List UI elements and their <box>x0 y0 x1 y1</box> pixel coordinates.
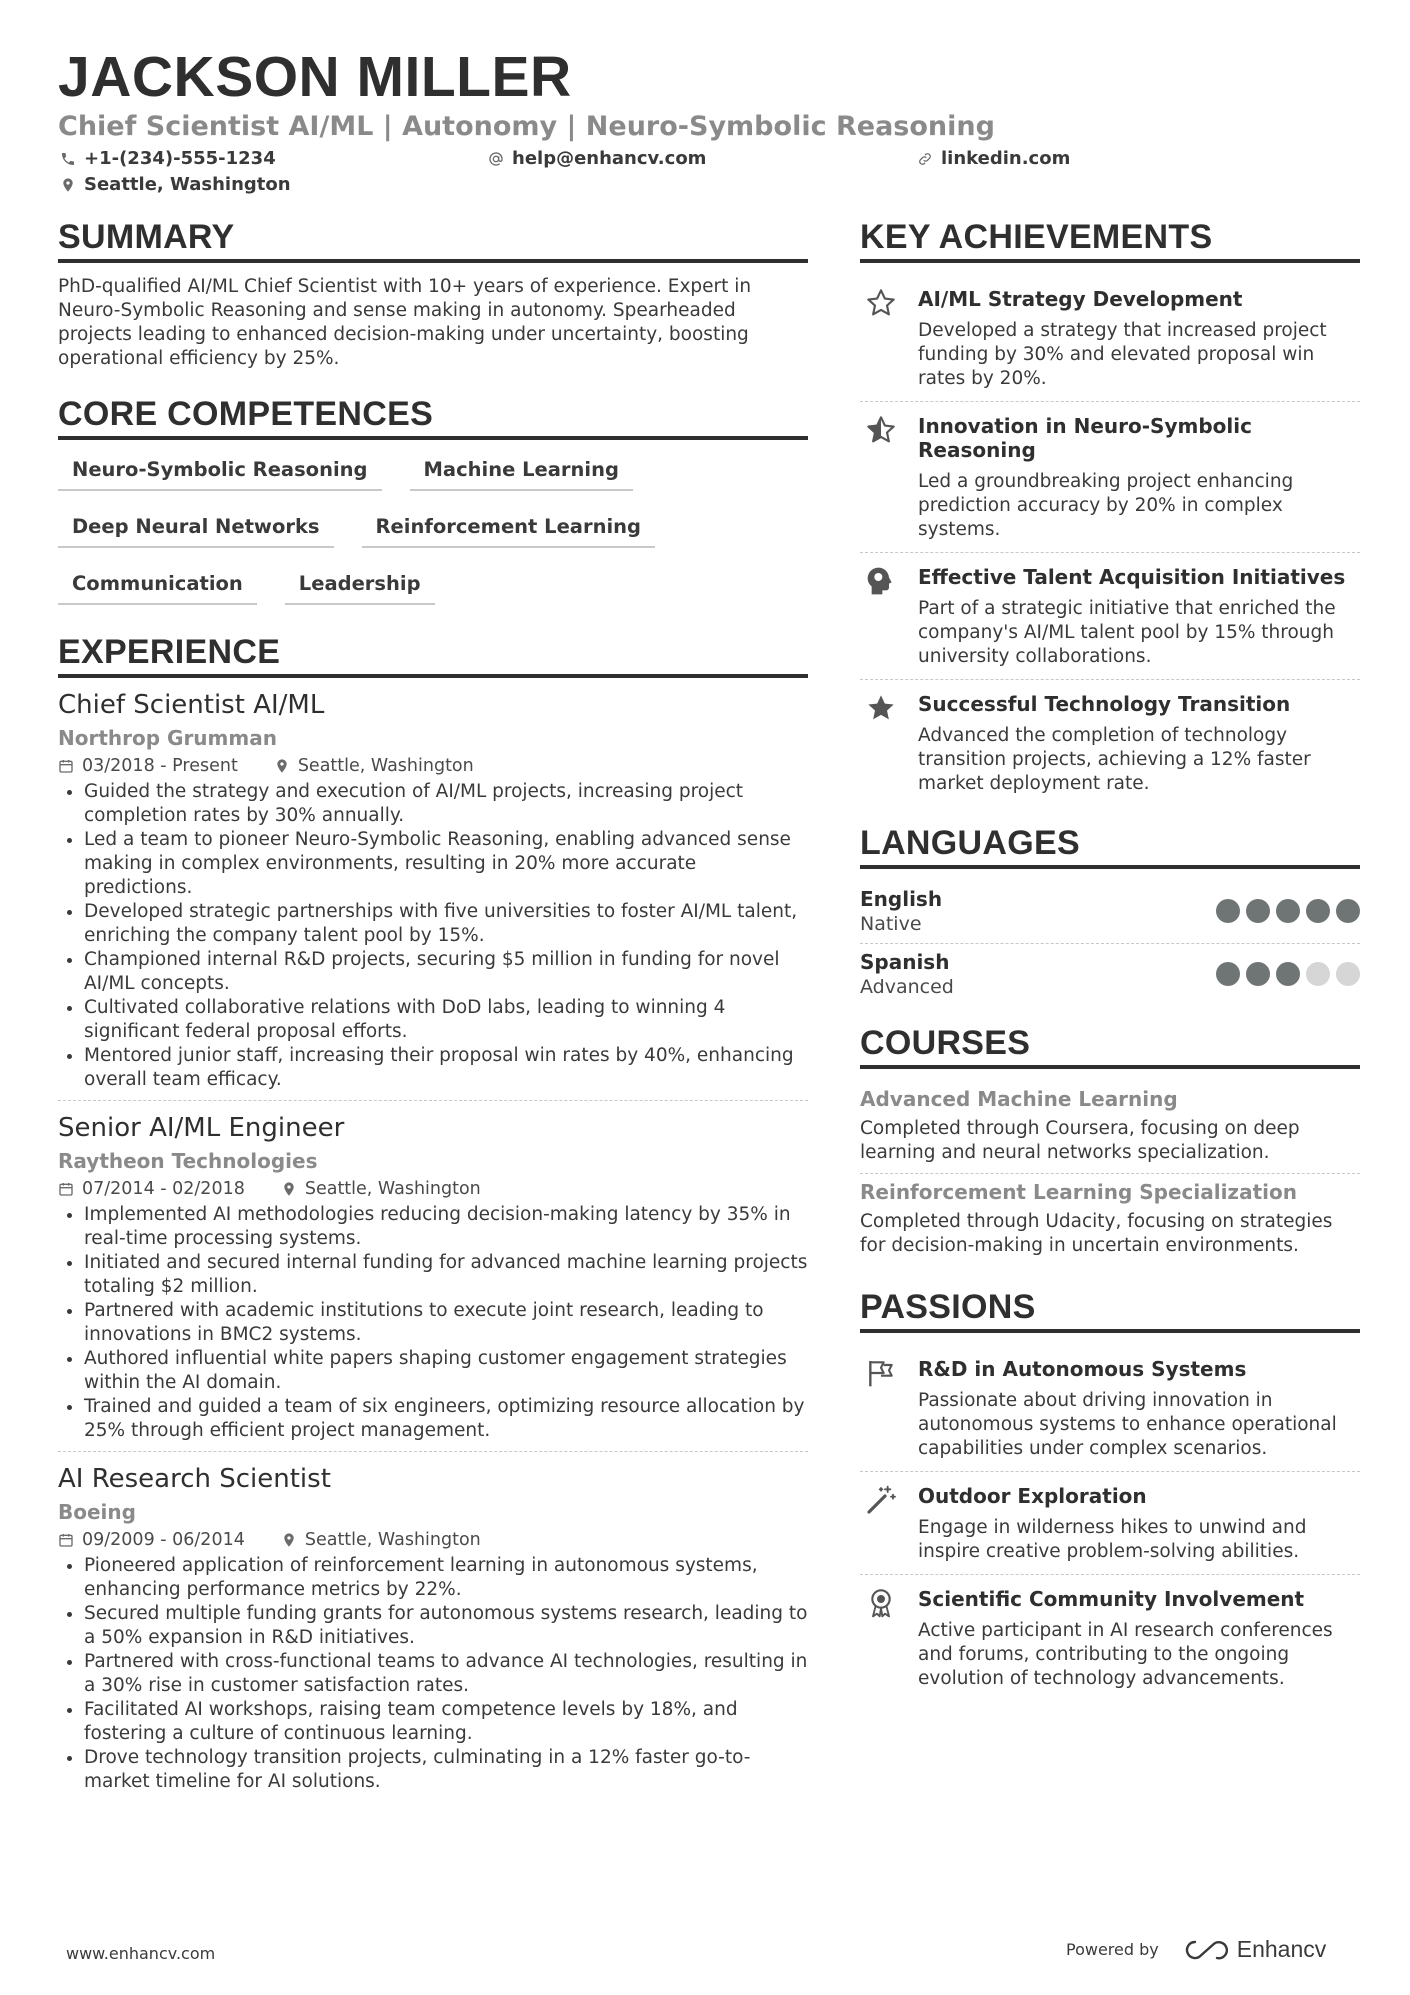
passion-desc: Engage in wilderness hikes to unwind and inspire creative problem-solving abilities. <box>918 1517 1307 1562</box>
job-bullet: • Facilitated AI workshops, raising team competence levels by 18%, and fostering a culture of continuous learning. <box>84 1698 808 1746</box>
star-outline-icon <box>865 287 897 319</box>
section-title-languages: LANGUAGES <box>860 824 1360 869</box>
achievement-title: Successful Technology Transition <box>918 692 1291 716</box>
section-title-competences: CORE COMPETENCES <box>58 395 808 440</box>
rating-dot-filled <box>1306 899 1330 923</box>
language-rating <box>1216 899 1360 923</box>
at-icon <box>488 151 504 167</box>
language-item <box>860 881 1360 944</box>
job-meta <box>58 756 808 776</box>
award-icon <box>865 1587 897 1619</box>
passion-item <box>860 1345 1360 1472</box>
flag-icon <box>865 1357 897 1389</box>
left-column <box>58 218 808 1802</box>
competence-chip: Deep Neural Networks <box>58 509 334 548</box>
job-bullet: • Implemented AI methodologies reducing decision-making latency by 35% in real-time processing systems. <box>84 1203 808 1251</box>
achievement-item <box>860 275 1360 402</box>
footer-branding <box>1066 1936 1326 1963</box>
head-brain-icon <box>865 565 897 597</box>
competence-chip: Communication <box>58 566 257 605</box>
contact-phone[interactable] <box>60 148 276 169</box>
brand-logo[interactable] <box>1183 1936 1327 1963</box>
star-filled-icon <box>865 692 897 724</box>
location-pin-icon <box>60 177 76 193</box>
job-bullet: • Initiated and secured internal funding for advanced machine learning projects totaling $2 million. <box>84 1251 808 1299</box>
achievement-item <box>860 402 1360 553</box>
course-title: Advanced Machine Learning <box>860 1087 1178 1111</box>
job-location: Seattle, Washington <box>304 1179 481 1199</box>
location-text: Seattle, Washington <box>84 174 291 195</box>
passion-item <box>860 1472 1360 1575</box>
enhancv-logo-icon <box>1183 1938 1229 1962</box>
languages-section <box>860 824 1360 1006</box>
job-title: AI Research Scientist <box>58 1464 331 1494</box>
candidate-tagline: Chief Scientist AI/ML | Autonomy | Neuro-Symbolic Reasoning <box>58 111 995 142</box>
right-column <box>860 218 1360 1701</box>
job-bullet: • Cultivated collaborative relations with DoD labs, leading to winning 4 significant federal proposal efforts. <box>84 996 808 1044</box>
section-title-achievements: KEY ACHIEVEMENTS <box>860 218 1360 263</box>
passion-desc: Passionate about driving innovation in autonomous systems to enhance operational capabilities under complex scenarios. <box>918 1390 1337 1459</box>
passion-title: Scientific Community Involvement <box>918 1587 1305 1611</box>
job-bullet: • Partnered with academic institutions to execute joint research, leading to innovations in BMC2 systems. <box>84 1299 808 1347</box>
rating-dot-filled <box>1246 899 1270 923</box>
job-bullet: • Mentored junior staff, increasing their proposal win rates by 40%, enhancing overall team efficacy. <box>84 1044 808 1092</box>
job-entry <box>58 690 808 1100</box>
course-title: Reinforcement Learning Specialization <box>860 1180 1297 1204</box>
contact-location <box>60 174 291 195</box>
job-bullet: • Championed internal R&D projects, securing $5 million in funding for novel AI/ML concepts. <box>84 948 808 996</box>
achievement-item <box>860 553 1360 680</box>
language-name: Spanish <box>860 950 950 974</box>
company-name: Northrop Grumman <box>58 726 277 750</box>
candidate-name: JACKSON MILLER <box>58 45 572 109</box>
language-rating <box>1216 962 1360 986</box>
achievement-desc: Led a groundbreaking project enhancing prediction accuracy by 20% in complex systems. <box>918 471 1294 540</box>
rating-dot-filled <box>1276 899 1300 923</box>
job-title: Chief Scientist AI/ML <box>58 690 325 720</box>
job-bullet: • Led a team to pioneer Neuro-Symbolic Reasoning, enabling advanced sense making in complex environments, resulting in 20% more accurate predictions. <box>84 828 808 900</box>
company-name: Boeing <box>58 1500 136 1524</box>
competence-list <box>58 452 808 605</box>
contact-email[interactable] <box>488 148 706 169</box>
course-item <box>860 1174 1360 1266</box>
competence-chip: Leadership <box>285 566 435 605</box>
job-meta <box>58 1530 808 1550</box>
passion-title: R&D in Autonomous Systems <box>918 1357 1247 1381</box>
competence-chip: Machine Learning <box>410 452 633 491</box>
rating-dot-empty <box>1306 962 1330 986</box>
rating-dot-filled <box>1216 962 1240 986</box>
linkedin-text: linkedin.com <box>941 148 1071 169</box>
achievements-section <box>860 218 1360 806</box>
rating-dot-empty <box>1336 962 1360 986</box>
achievement-title: AI/ML Strategy Development <box>918 287 1243 311</box>
rating-dot-filled <box>1216 899 1240 923</box>
calendar-icon <box>58 1181 74 1197</box>
job-entry <box>58 1100 808 1451</box>
calendar-icon <box>58 758 74 774</box>
achievement-title: Effective Talent Acquisition Initiatives <box>918 565 1346 589</box>
courses-section <box>860 1024 1360 1266</box>
section-title-summary: SUMMARY <box>58 218 808 263</box>
rating-dot-filled <box>1336 899 1360 923</box>
competence-chip: Reinforcement Learning <box>362 509 655 548</box>
job-title: Senior AI/ML Engineer <box>58 1113 345 1143</box>
passion-title: Outdoor Exploration <box>918 1484 1147 1508</box>
section-title-experience: EXPERIENCE <box>58 633 808 678</box>
job-bullet: • Guided the strategy and execution of AI/ML projects, increasing project completion rates by 30% annually. <box>84 780 808 828</box>
footer-website[interactable]: www.enhancv.com <box>66 1944 216 1963</box>
summary-text: PhD-qualified AI/ML Chief Scientist with 10+ years of experience. Expert in Neuro-Symbolic Reasoning and sense making in autonomy. Spearheaded projects leading to enhanced decision-making under uncertainty, boosting operational efficiency by 25%. <box>58 276 752 369</box>
job-bullet: • Trained and guided a team of six engineers, optimizing resource allocation by 25% through efficient project management. <box>84 1395 808 1443</box>
achievement-desc: Advanced the completion of technology transition projects, achieving a 12% faster market deployment rate. <box>918 725 1311 794</box>
job-bullets <box>58 780 808 1092</box>
location-pin-icon <box>274 758 290 774</box>
experience-section <box>58 633 808 1802</box>
job-bullet: • Partnered with cross-functional teams to advance AI technologies, resulting in a 30% rise in customer satisfaction rates. <box>84 1650 808 1698</box>
job-location: Seattle, Washington <box>304 1530 481 1550</box>
job-bullet: • Pioneered application of reinforcement learning in autonomous systems, enhancing performance metrics by 22%. <box>84 1554 808 1602</box>
job-bullet: • Drove technology transition projects, culminating in a 12% faster go-to-market timeline for AI solutions. <box>84 1746 808 1794</box>
brand-name: Enhancv <box>1236 1936 1327 1962</box>
job-dates: 09/2009 - 06/2014 <box>82 1530 245 1550</box>
language-name: English <box>860 887 943 911</box>
job-entry <box>58 1451 808 1802</box>
job-bullet: • Authored influential white papers shaping customer engagement strategies within the AI domain. <box>84 1347 808 1395</box>
language-level: Native <box>860 913 922 935</box>
competence-chip: Neuro-Symbolic Reasoning <box>58 452 382 491</box>
email-text: help@enhancv.com <box>512 148 707 169</box>
section-title-courses: COURSES <box>860 1024 1360 1069</box>
star-half-icon <box>865 414 897 446</box>
phone-icon <box>60 151 76 167</box>
magic-wand-icon <box>865 1484 897 1516</box>
calendar-icon <box>58 1532 74 1548</box>
job-location: Seattle, Washington <box>297 756 474 776</box>
job-dates: 07/2014 - 02/2018 <box>82 1179 245 1199</box>
job-bullet: • Secured multiple funding grants for autonomous systems research, leading to a 50% expansion in R&D initiatives. <box>84 1602 808 1650</box>
phone-text: +1-(234)-555-1234 <box>84 148 276 169</box>
rating-dot-filled <box>1276 962 1300 986</box>
job-bullet: • Developed strategic partnerships with five universities to foster AI/ML talent, enriching the company talent pool by 15%. <box>84 900 808 948</box>
achievement-desc: Developed a strategy that increased project funding by 30% and elevated proposal win rates by 20%. <box>918 320 1327 389</box>
powered-by-text: Powered by <box>1066 1940 1159 1959</box>
contact-linkedin[interactable] <box>917 148 1070 169</box>
job-bullets <box>58 1203 808 1443</box>
course-item <box>860 1081 1360 1174</box>
section-title-passions: PASSIONS <box>860 1288 1360 1333</box>
achievement-item <box>860 680 1360 806</box>
job-bullets <box>58 1554 808 1794</box>
achievement-title: Innovation in Neuro-Symbolic Reasoning <box>918 414 1252 462</box>
passion-desc: Active participant in AI research conferences and forums, contributing to the ongoing evolution of technology advancements. <box>918 1620 1333 1689</box>
link-icon <box>917 151 933 167</box>
company-name: Raytheon Technologies <box>58 1149 318 1173</box>
job-meta <box>58 1179 808 1199</box>
language-level: Advanced <box>860 976 954 998</box>
job-dates: 03/2018 - Present <box>82 756 238 776</box>
course-desc: Completed through Coursera, focusing on deep learning and neural networks specialization. <box>860 1118 1300 1163</box>
location-pin-icon <box>281 1532 297 1548</box>
passion-item <box>860 1575 1360 1701</box>
rating-dot-filled <box>1246 962 1270 986</box>
course-desc: Completed through Udacity, focusing on strategies for decision-making in uncertain environments. <box>860 1211 1333 1256</box>
passions-section <box>860 1288 1360 1701</box>
summary-section <box>58 218 808 371</box>
competences-section <box>58 395 808 605</box>
location-pin-icon <box>281 1181 297 1197</box>
language-item <box>860 944 1360 1006</box>
achievement-desc: Part of a strategic initiative that enriched the company's AI/ML talent pool by 15% through university collaborations. <box>918 598 1336 667</box>
